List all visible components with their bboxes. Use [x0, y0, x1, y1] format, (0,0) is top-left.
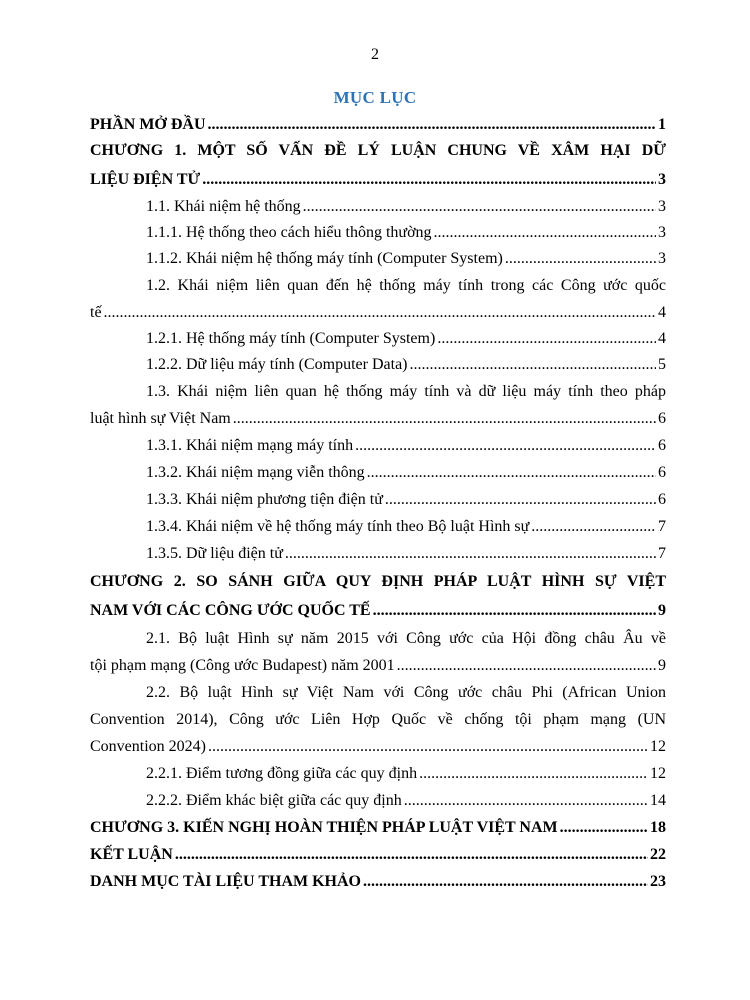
toc-entry-page: 14: [650, 792, 666, 809]
toc-entry-2-2-1[interactable]: [146, 761, 666, 787]
dot-leader: [355, 433, 656, 459]
toc-entry-title: 2.2.1. Điểm tương đồng giữa các quy định: [146, 765, 418, 782]
toc-entry-page: 6: [658, 464, 666, 481]
toc-entry-chuong-2-line1[interactable]: CHƯƠNG 2. SO SÁNH GIỮA QUY ĐỊNH PHÁP LUẬT HÌNH SỰ VIỆT: [90, 573, 666, 590]
toc-entry-title: tội phạm mạng (Công ước Budapest) năm 2001: [90, 657, 395, 674]
toc-entry-title: 2.2.2. Điểm khác biệt giữa các quy định: [146, 792, 402, 809]
toc-entry-page: 7: [658, 518, 666, 535]
toc-entry-title: 1.3.2. Khái niệm mạng viễn thông: [146, 464, 365, 481]
toc-entry-1-1-1[interactable]: [146, 220, 666, 246]
toc-entry-1-1-2[interactable]: [146, 246, 666, 272]
dot-leader: [303, 194, 656, 220]
toc-entry-1-3-1[interactable]: [146, 433, 666, 459]
toc-entry-phan-mo-dau[interactable]: [90, 112, 666, 138]
dot-leader: [175, 842, 648, 868]
toc-entry-page: 3: [658, 171, 666, 188]
dot-leader: [505, 246, 656, 272]
toc-entry-title: 1.2.2. Dữ liệu máy tính (Computer Data): [146, 356, 408, 373]
toc-entry-page: 12: [650, 765, 666, 782]
toc-entry-title: 1.3.3. Khái niệm phương tiện điện tử: [146, 491, 383, 508]
toc-entry-1-2-line1[interactable]: 1.2. Khái niệm liên quan đến hệ thống máy tính trong các Công ước quốc: [146, 277, 666, 294]
toc-entry-1-2-2[interactable]: [146, 352, 666, 378]
dot-leader: [285, 541, 656, 567]
toc-entry-title: 1.3.5. Dữ liệu điện tử: [146, 545, 283, 562]
dot-leader: [385, 487, 656, 513]
toc-entry-chuong-2[interactable]: [90, 598, 666, 624]
dot-leader: [531, 514, 656, 540]
toc-entry-1-3-2[interactable]: [146, 460, 666, 486]
toc-entry-2-2[interactable]: [90, 734, 666, 760]
dot-leader: [367, 460, 656, 486]
toc-entry-1-3-4[interactable]: [146, 514, 666, 540]
dot-leader: [208, 112, 656, 138]
toc-entry-2-2-line2[interactable]: Convention 2014), Công ước Liên Hợp Quốc về chống tội phạm mạng (UN: [90, 711, 666, 728]
toc-entry-chuong-1[interactable]: [90, 167, 666, 193]
toc-entry-ket-luan[interactable]: [90, 842, 666, 868]
toc-entry-page: 9: [658, 602, 666, 619]
dot-leader: [410, 352, 656, 378]
toc-entry-page: 7: [658, 545, 666, 562]
toc-entry-page: 6: [658, 491, 666, 508]
toc-entry-page: 6: [658, 437, 666, 454]
dot-leader: [434, 220, 656, 246]
toc-entry-page: 4: [658, 330, 666, 347]
toc-entry-page: 3: [658, 224, 666, 241]
toc-entry-page: 4: [658, 304, 666, 321]
toc-entry-2-1-line1[interactable]: 2.1. Bộ luật Hình sự năm 2015 với Công ước của Hội đồng châu Âu về: [146, 630, 666, 647]
toc-entry-title: 1.1.2. Khái niệm hệ thống máy tính (Computer System): [146, 250, 503, 267]
toc-entry-title: NAM VỚI CÁC CÔNG ƯỚC QUỐC TẾ: [90, 602, 371, 619]
toc-entry-title: tế: [90, 304, 102, 321]
toc-entry-1-3-line1[interactable]: 1.3. Khái niệm liên quan hệ thống máy tính và dữ liệu máy tính theo pháp: [146, 383, 666, 400]
toc-entry-2-1[interactable]: [90, 653, 666, 679]
toc-entry-page: 22: [650, 846, 666, 863]
dot-leader: [208, 734, 648, 760]
toc-entry-1-3-3[interactable]: [146, 487, 666, 513]
toc-title: MỤC LỤC: [333, 88, 417, 107]
toc-entry-title: KẾT LUẬN: [90, 846, 173, 863]
toc-entry-page: 9: [658, 657, 666, 674]
dot-leader: [437, 326, 656, 352]
toc-entry-1-3-5[interactable]: [146, 541, 666, 567]
toc-entry-page: 3: [658, 198, 666, 215]
toc-entry-page: 1: [658, 116, 666, 133]
toc-entry-title: luật hình sự Việt Nam: [90, 410, 231, 427]
dot-leader: [233, 406, 656, 432]
toc-entry-page: 5: [658, 356, 666, 373]
dot-leader: [397, 653, 656, 679]
toc-entry-chuong-1-line1[interactable]: CHƯƠNG 1. MỘT SỐ VẤN ĐỀ LÝ LUẬN CHUNG VỀ XÂM HẠI DỮ: [90, 142, 666, 159]
toc-entry-page: 6: [658, 410, 666, 427]
toc-entry-2-2-line1[interactable]: 2.2. Bộ luật Hình sự Việt Nam với Công ước châu Phi (African Union: [146, 684, 666, 701]
toc-entry-danh-muc[interactable]: [90, 869, 666, 895]
toc-entry-title: DANH MỤC TÀI LIỆU THAM KHẢO: [90, 873, 361, 890]
toc-entry-page: 18: [650, 819, 666, 836]
toc-entry-chuong-3[interactable]: [90, 815, 666, 841]
toc-entry-page: 12: [650, 738, 666, 755]
toc-entry-title: CHƯƠNG 3. KIẾN NGHỊ HOÀN THIỆN PHÁP LUẬT VIỆT NAM: [90, 819, 558, 836]
dot-leader: [560, 815, 648, 841]
toc-entry-title: 1.2.1. Hệ thống máy tính (Computer System): [146, 330, 436, 347]
toc-entry-title: Convention 2024): [90, 738, 206, 755]
toc-entry-1-2[interactable]: [90, 300, 666, 326]
dot-leader: [373, 598, 656, 624]
dot-leader: [419, 761, 648, 787]
toc-entry-title: PHẦN MỞ ĐẦU: [90, 116, 206, 133]
toc-entry-1-3[interactable]: [90, 406, 666, 432]
dot-leader: [363, 869, 648, 895]
toc-entry-title: 1.1.1. Hệ thống theo cách hiểu thông thường: [146, 224, 432, 241]
toc-entry-1-2-1[interactable]: [146, 326, 666, 352]
dot-leader: [404, 788, 648, 814]
toc-entry-page: 23: [650, 873, 666, 890]
toc-entry-2-2-2[interactable]: [146, 788, 666, 814]
dot-leader: [104, 300, 656, 326]
toc-entry-title: 1.3.1. Khái niệm mạng máy tính: [146, 437, 354, 454]
toc-entry-page: 3: [658, 250, 666, 267]
toc-entry-title: 1.3.4. Khái niệm về hệ thống máy tính theo Bộ luật Hình sự: [146, 518, 530, 535]
toc-entry-title: 1.1. Khái niệm hệ thống: [146, 198, 301, 215]
page-number: 2: [371, 46, 379, 63]
dot-leader: [202, 167, 656, 193]
toc-entry-title: LIỆU ĐIỆN TỬ: [90, 171, 201, 188]
toc-entry-1-1[interactable]: [146, 194, 666, 220]
